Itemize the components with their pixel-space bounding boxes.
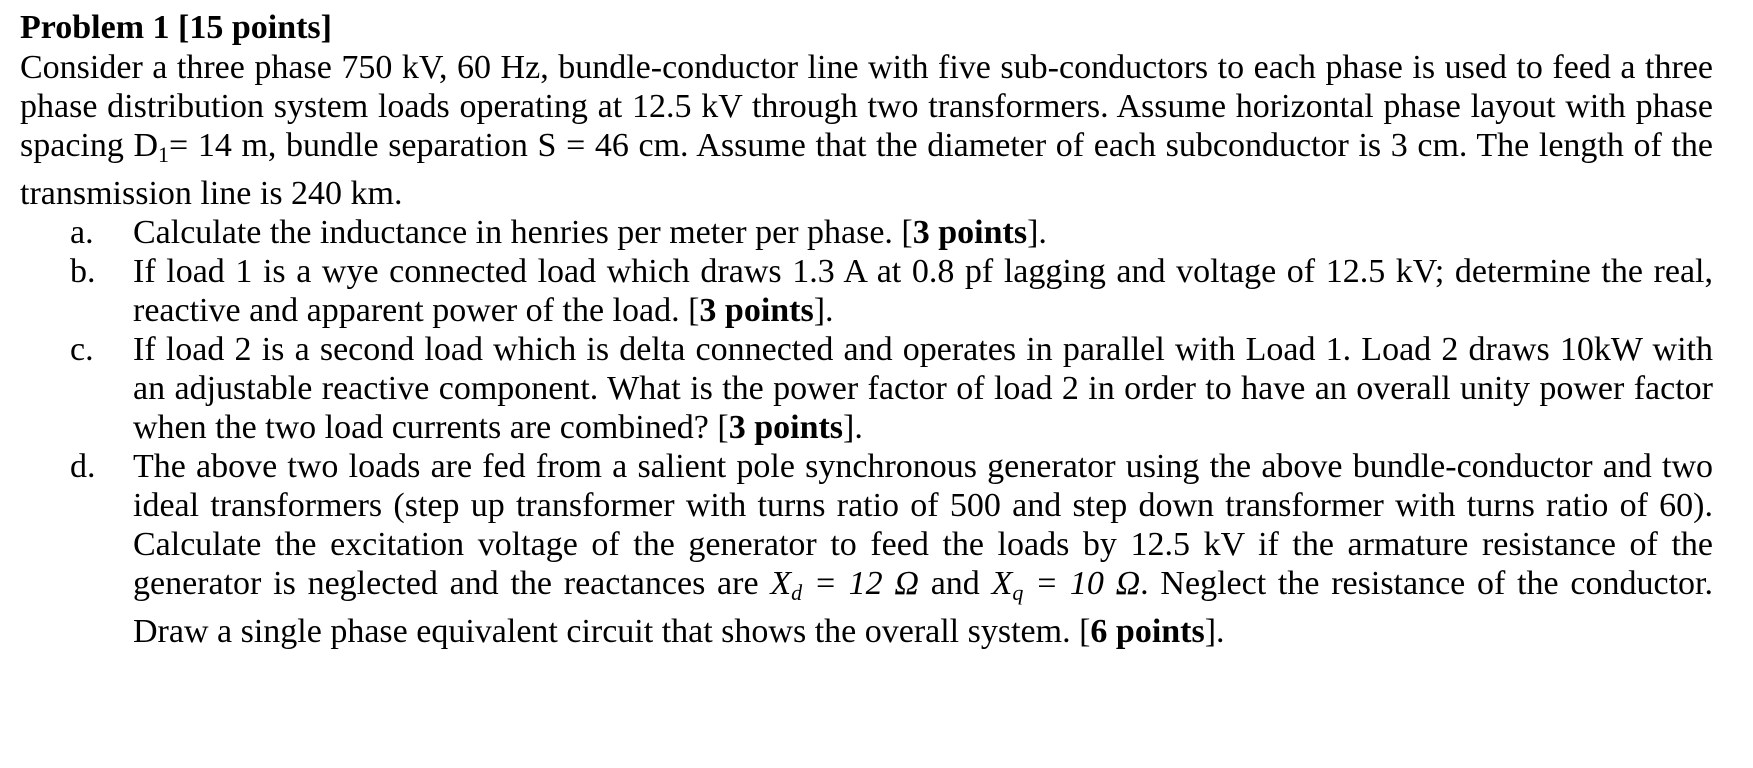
part-marker: a. (70, 214, 94, 251)
problem-document (20, 8, 1740, 651)
part-text: Calculate the inductance in henries per meter per phase. [ (133, 214, 913, 251)
problem-intro (20, 48, 1713, 213)
xq-value: = 10 Ω (1023, 565, 1141, 602)
part-points: 3 points (699, 292, 814, 329)
part-close: ]. (1204, 613, 1225, 650)
part-d (20, 447, 1713, 651)
part-close: ]. (813, 292, 834, 329)
part-text: The above two loads are fed from a salient pole synchronous generator using the above bundle-conductor and two ideal transformers (step up transformer with turns ratio of 500 and step down transformer with turns ratio of 60). Calculate the excitation voltage of the generator to feed the loads by 12.5 kV if the armature resistance of the generator is neglected and the reactances are (133, 448, 1713, 602)
part-points: 3 points (912, 214, 1028, 251)
part-text: If load 2 is a second load which is delta connected and operates in parallel with Load 1. Load 2 draws 10kW with an adjustable reactive component. What is the power factor of load 2 in order to have an overall unity power factor when the two load currents are combined? [ (133, 331, 1713, 446)
part-points: 3 points (728, 409, 844, 446)
xd-value: = 12 Ω (802, 565, 919, 602)
part-a (20, 213, 1713, 252)
part-close: ]. (843, 409, 863, 446)
part-marker: b. (70, 253, 96, 290)
parts-list (20, 213, 1740, 651)
xd-symbol: X (770, 565, 792, 602)
xd-subscript: d (791, 580, 803, 605)
intro-text: Consider a three phase 750 kV, 60 Hz, bundle-conductor line with five sub-conductors to each phase is used to feed a three phase distribution system loads operating at 12.5 kV through two transformers. Assume horizontal phase layout with phase spacing D (20, 49, 1713, 164)
intro-subscript: 1 (158, 142, 170, 167)
part-marker: d. (70, 448, 96, 485)
and-text: and (918, 565, 992, 602)
problem-title: Problem 1 [15 points] (20, 9, 332, 46)
xq-symbol: X (991, 565, 1013, 602)
part-text: If load 1 is a wye connected load which draws 1.3 A at 0.8 pf lagging and voltage of 12.5 kV; determine the real, reactive and apparent power of the load. [ (133, 253, 1713, 329)
intro-text-rest: = 14 m, bundle separation S = 46 cm. Assume that the diameter of each subconductor is 3 cm. The length of the transmission line is 240 km. (20, 127, 1713, 212)
part-marker: c. (70, 331, 94, 368)
part-b (20, 252, 1713, 330)
part-points: 6 points (1090, 613, 1205, 650)
part-close: ]. (1027, 214, 1047, 251)
part-c (20, 330, 1713, 447)
part-text-after: . Neglect the resistance of the conductor. Draw a single phase equivalent circuit that shows the overall system. [ (133, 565, 1713, 650)
xq-subscript: q (1012, 580, 1024, 605)
